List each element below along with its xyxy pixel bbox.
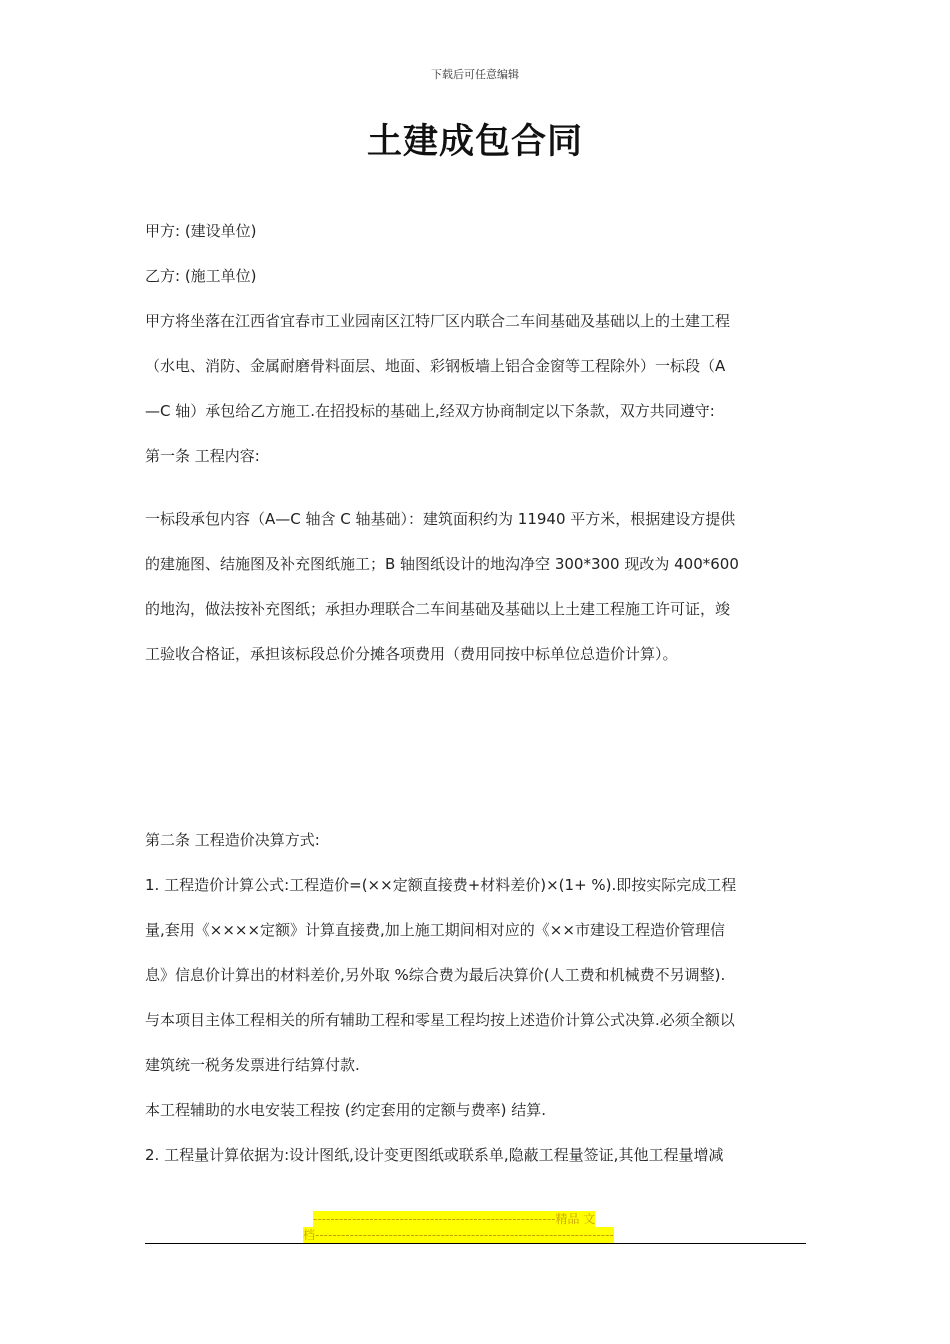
article1-line: 一标段承包内容（A—C 轴含 C 轴基础）：建筑面积约为 11940 平方米，根据建设方提供	[145, 510, 736, 528]
intro-line: （水电、消防、金属耐磨骨料面层、地面、彩钢板墙上铝合金窗等工程除外）一标段（A	[145, 357, 726, 375]
article1-line: 的建施图、结施图及补充图纸施工；B 轴图纸设计的地沟净空 300*300 现改为 400*600	[145, 555, 739, 573]
article2-line: 本工程辅助的水电安装工程按 (约定套用的定额与费率) 结算.	[145, 1101, 547, 1119]
document-title: 土建成包合同	[366, 122, 583, 162]
article2-line: 量,套用《××××定额》计算直接费,加上施工期间相对应的《××市建设工程造价管理信	[145, 921, 725, 939]
party-a: 甲方: (建设单位)	[145, 222, 257, 240]
article2-line: 建筑统一税务发票进行结算付款.	[145, 1056, 360, 1074]
intro-line: 甲方将坐落在江西省宜春市工业园南区江特厂区内联合二车间基础及基础以上的土建工程	[145, 312, 731, 330]
article2-heading: 第二条 工程造价决算方式:	[145, 831, 320, 849]
article2-line: 2. 工程量计算依据为:设计图纸,设计变更图纸或联系单,隐蔽工程量签证,其他工程量增减	[145, 1146, 724, 1164]
intro-line: —C 轴）承包给乙方施工.在招投标的基础上,经双方协商制定以下条款，双方共同遵守:	[145, 402, 715, 420]
article2-line: 1. 工程造价计算公式:工程造价=(××定额直接费+材料差价)×(1+ %).即按实际完成工程	[145, 876, 737, 894]
footer-watermark-line2: 档---------------------------------------------------------------------	[303, 1228, 614, 1242]
party-b: 乙方: (施工单位)	[145, 267, 257, 285]
header-note: 下载后可任意编辑	[431, 68, 519, 81]
article2-line: 息》信息价计算出的材料差价,另外取 %综合费为最后决算价(人工费和机械费不另调整).	[145, 966, 726, 984]
article1-heading: 第一条 工程内容:	[145, 447, 260, 465]
footer-watermark-line1: --------------------------------------------------------精品 文	[313, 1212, 596, 1226]
article2-line: 与本项目主体工程相关的所有辅助工程和零星工程均按上述造价计算公式决算.必须全额以	[145, 1011, 735, 1029]
article1-line: 工验收合格证，承担该标段总价分摊各项费用（费用同按中标单位总造价计算）。	[145, 645, 678, 663]
article1-line: 的地沟，做法按补充图纸；承担办理联合二车间基础及基础以上土建工程施工许可证，竣	[145, 600, 731, 618]
footer-divider	[145, 1243, 806, 1244]
